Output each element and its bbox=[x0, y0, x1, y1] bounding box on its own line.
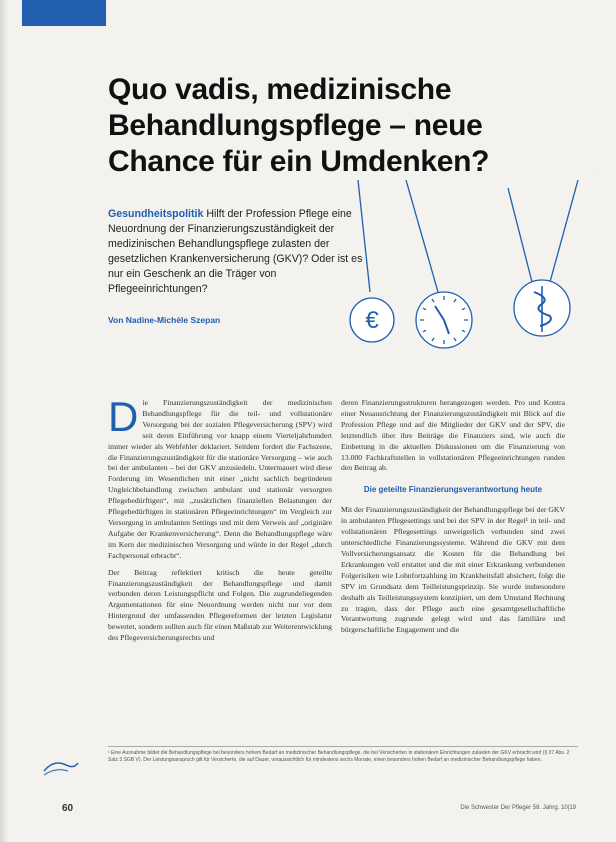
body-paragraph: deren Finanzierungsstrukturen herangezogen werden. Pro und Kontra einer Neuausrichtung der Finanzierungszuständigkeit mit Blick auf die Profession Pflege und auf die Mitglieder der GKV und der SPV, die letztendlich über ihre Beiträge die Finanziers sind, wie auch die Einbettung in die aktuellen Diskussionen um die Finanzierung von 13.000 Fachkraftstellen in vollstationären Pflegeeinrichtungen runden den Beitrag ab. bbox=[341, 398, 565, 473]
body-column-right bbox=[341, 398, 565, 642]
footnote: ¹ Eine Ausnahme bildet die Behandlungspflege bei besonders hohem Bedarf an medizinischer Behandlungspflege, die bei Versicherten in stationären Einrichtungen zulasten der GKV erbracht wird (§ 37 Abs. 2 Satz 3 SGB V). Der Leistungsanspruch gilt für Versicherte, die auf Dauer, voraussichtlich für mindestens sechs Monate, einen besonders hohen Bedarf an medizinischer Behandlungspflege haben. bbox=[108, 746, 578, 764]
section-subheading: Die geteilte Finanzierungsverantwortung heute bbox=[363, 485, 543, 495]
page-number: 60 bbox=[62, 803, 74, 814]
clock-icon bbox=[416, 292, 472, 348]
hanging-icons-illustration bbox=[336, 180, 586, 370]
section-color-tab bbox=[22, 0, 106, 26]
body-paragraph: Die Finanzierungszuständigkeit der medizinischen Behandlungspflege für die teil- und vollstationäre Versorgung bei der sozialen Pflegeversicherung (SPV) wird seit deren Einführung vor knapp einem Vierteljahrhundert immer wieder als Webfehler deklariert. Seitdem fordert die Fachszene, die Finanzierungszuständigkeit für die stationäre Versorgung – wie auch bei der ambulanten – bei der GKV anzusiedeln. Untermauert wird diese Forderung im Wesentlichen mit einer „nicht sachlich begründeten Ungleichbehandlung zwischen ambulant und stationär versorgten Pflegebedürftigen“, mit „zusätzlichen finanziellen Belastungen der Pflegebedürftigen in stationären Pflegeeinrichtungen“ im Vergleich zur Versorgung in ambulanten Settings und mit dem Verweis auf „originäre Aufgabe der Krankenversicherung“. Denn die Behandlungspflege wäre im Kern der medizinischen Versorgung und würde in der Regel „durch Fachpersonal erbracht“. bbox=[108, 393, 332, 560]
publisher-logo bbox=[40, 755, 80, 779]
svg-text:€: € bbox=[365, 307, 379, 334]
drop-cap: D bbox=[108, 393, 139, 440]
journal-footer: Die Schwester Der Pfleger 58. Jahrg. 10|19 bbox=[460, 805, 576, 811]
article-title: Quo vadis, medizinische Behandlungspflege – neue Chance für ein Umdenken? bbox=[108, 73, 490, 178]
euro-icon bbox=[350, 298, 394, 342]
author-byline: Von Nadine-Michèle Szepan bbox=[108, 315, 221, 325]
caduceus-icon bbox=[514, 280, 570, 336]
lead-text: Hilft der Profession Pflege eine Neuordnung der Finanzierungszuständigkeit der medizinischen Behandlungspflege zulasten der gesetzlichen Krankenversicherung (GKV)? Oder ist es nur ein Geschenk an die Träger von Pflegeeinrichtungen? bbox=[108, 208, 363, 295]
body-paragraph: Der Beitrag reflektiert kritisch die heute geteilte Finanzierungszuständigkeit der Behandlungspflege und damit verbunden deren Leistungspflicht und Folgen. Die zugrundeliegenden Argumentationen für eine Neuordnung werden nicht nur vor dem Hintergrund der umfassenden Pflegereformen der letzten Legislatur bewertet, sondern sollten auch für einen Maßstab zur Weiterentwicklung des Pflegeversicherungsrechts und bbox=[108, 567, 332, 643]
photo-credit: · bbox=[594, 170, 600, 173]
body-column-left bbox=[108, 393, 332, 650]
category-kicker: Gesundheitspolitik bbox=[108, 208, 204, 220]
body-paragraph: Mit der Finanzierungszuständigkeit der Behandlungspflege bei der GKV in ambulanten Pflegesettings und bei der SPV in der Regel¹ in teil- und vollstationären Pflegesettings unweigerlich verbunden sind zwei unterschiedliche Finanzierungssysteme. Während die GKV mit dem Vollversicherungsansatz die Kosten für die Behandlung bei Erkrankungen voll erstattet und die mit einer Erkrankung verbundenen Folgerisiken wie Lohnfortzahlung im Krankheitsfall absichert, folgt die SPV im Grundsatz dem Teilleistungsprinzip. Sie wurde insbesondere deshalb als Teilleistungssystem konzipiert, um dem Umstand Rechnung zu tragen, dass der Pflege auch eine gesamtgesellschaftliche Verantwortung zugrunde gelegt wird und das familiäre und bürgerschaftliche Engagement und die bbox=[341, 505, 565, 635]
page-edge bbox=[0, 0, 8, 842]
